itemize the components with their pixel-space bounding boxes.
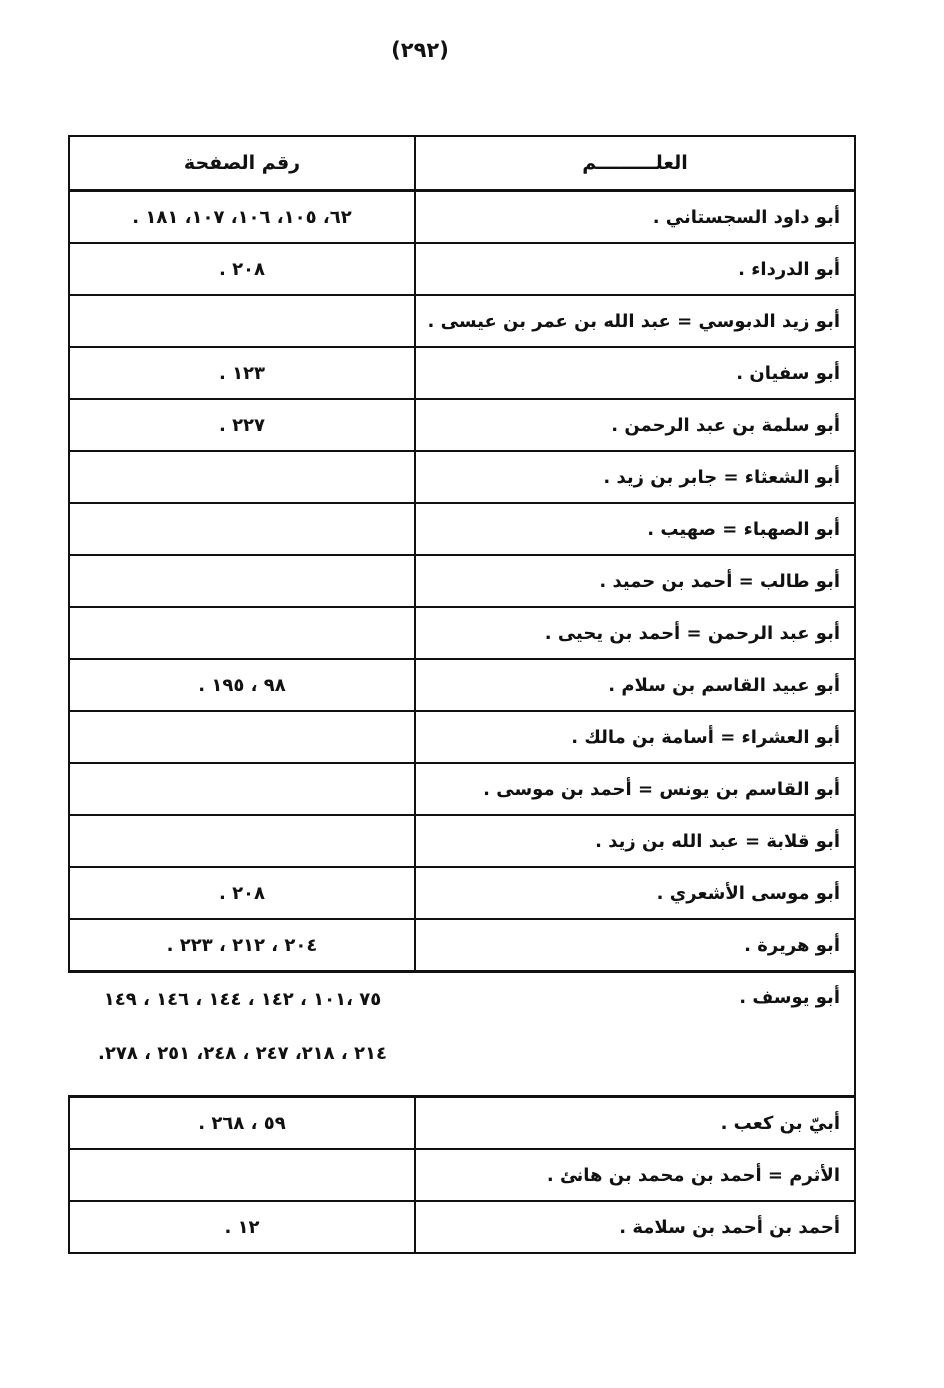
row-name: أحمد بن أحمد بن سلامة .: [415, 1201, 855, 1253]
pages-line-1: ٧٥ ،١٠١ ، ١٤٢ ، ١٤٤ ، ١٤٦ ، ١٤٩: [103, 989, 382, 1010]
row-name: أبو سفيان .: [415, 347, 855, 399]
row-name: الأثرم = أحمد بن محمد بن هانئ .: [415, 1149, 855, 1201]
row-pages: [69, 555, 415, 607]
table-row: [69, 503, 855, 555]
row-pages: [69, 763, 415, 815]
row-pages: ٢٠٨ .: [69, 243, 415, 295]
row-name: أبو سلمة بن عبد الرحمن .: [415, 399, 855, 451]
row-name: أبو زيد الدبوسي = عبد الله بن عمر بن عيسى .: [415, 295, 855, 347]
header-row: [69, 136, 855, 191]
row-name: أبيّ بن كعب .: [415, 1097, 855, 1150]
table-row: [69, 607, 855, 659]
row-pages: ٢٠٤ ، ٢١٢ ، ٢٢٣ .: [69, 919, 415, 972]
table-row: [69, 451, 855, 503]
row-pages: ٩٨ ، ١٩٥ .: [69, 659, 415, 711]
row-pages: [69, 503, 415, 555]
table-row: [69, 347, 855, 399]
table-row: [69, 243, 855, 295]
row-pages: [69, 1149, 415, 1201]
row-pages: ١٢٣ .: [69, 347, 415, 399]
table-row: [69, 1097, 855, 1150]
table-row: [69, 1149, 855, 1201]
header-page: رقم الصفحة: [69, 136, 415, 191]
table-row: [69, 763, 855, 815]
row-name: أبو الدرداء .: [415, 243, 855, 295]
row-pages: ١٢ .: [69, 1201, 415, 1253]
page-number: (٢٩٢): [391, 38, 449, 62]
table-row: [69, 555, 855, 607]
row-pages: ٢٢٧ .: [69, 399, 415, 451]
row-name: أبو عبيد القاسم بن سلام .: [415, 659, 855, 711]
row-name: أبو الصهباء = صهيب .: [415, 503, 855, 555]
row-pages: ٦٢، ١٠٥، ١٠٦، ١٠٧، ١٨١ .: [69, 191, 415, 244]
index-table-container: [68, 135, 856, 1254]
table-row-merged: [69, 972, 855, 1097]
row-pages: [69, 711, 415, 763]
pages-line-2: ٢١٤ ، ٢١٨، ٢٤٧ ، ٢٤٨، ٢٥١ ، ٢٧٨.: [98, 1043, 387, 1064]
table-row: [69, 659, 855, 711]
row-pages: ٢٠٨ .: [69, 867, 415, 919]
table-row: [69, 399, 855, 451]
row-name: أبو العشراء = أسامة بن مالك .: [415, 711, 855, 763]
header-name: العلـــــــــم: [415, 136, 855, 191]
table-row: [69, 711, 855, 763]
table-row: [69, 295, 855, 347]
row-pages: ٥٩ ، ٢٦٨ .: [69, 1097, 415, 1150]
row-pages: [69, 607, 415, 659]
table-row: [69, 867, 855, 919]
row-name: أبو الشعثاء = جابر بن زيد .: [415, 451, 855, 503]
row-name: أبو داود السجستاني .: [415, 191, 855, 244]
row-name: أبو عبد الرحمن = أحمد بن يحيى .: [415, 607, 855, 659]
row-name: أبو القاسم بن يونس = أحمد بن موسى .: [415, 763, 855, 815]
row-pages: [69, 451, 415, 503]
row-pages-multiline: [69, 972, 415, 1097]
table-row: [69, 919, 855, 972]
row-pages: [69, 815, 415, 867]
row-name: أبو موسى الأشعري .: [415, 867, 855, 919]
index-table: [68, 135, 856, 1254]
table-row: [69, 191, 855, 244]
row-pages: [69, 295, 415, 347]
table-row: [69, 815, 855, 867]
row-name: أبو هريرة .: [415, 919, 855, 972]
row-name: أبو طالب = أحمد بن حميد .: [415, 555, 855, 607]
row-name: أبو قلابة = عبد الله بن زيد .: [415, 815, 855, 867]
table-row: [69, 1201, 855, 1253]
row-name: أبو يوسف .: [415, 972, 855, 1097]
